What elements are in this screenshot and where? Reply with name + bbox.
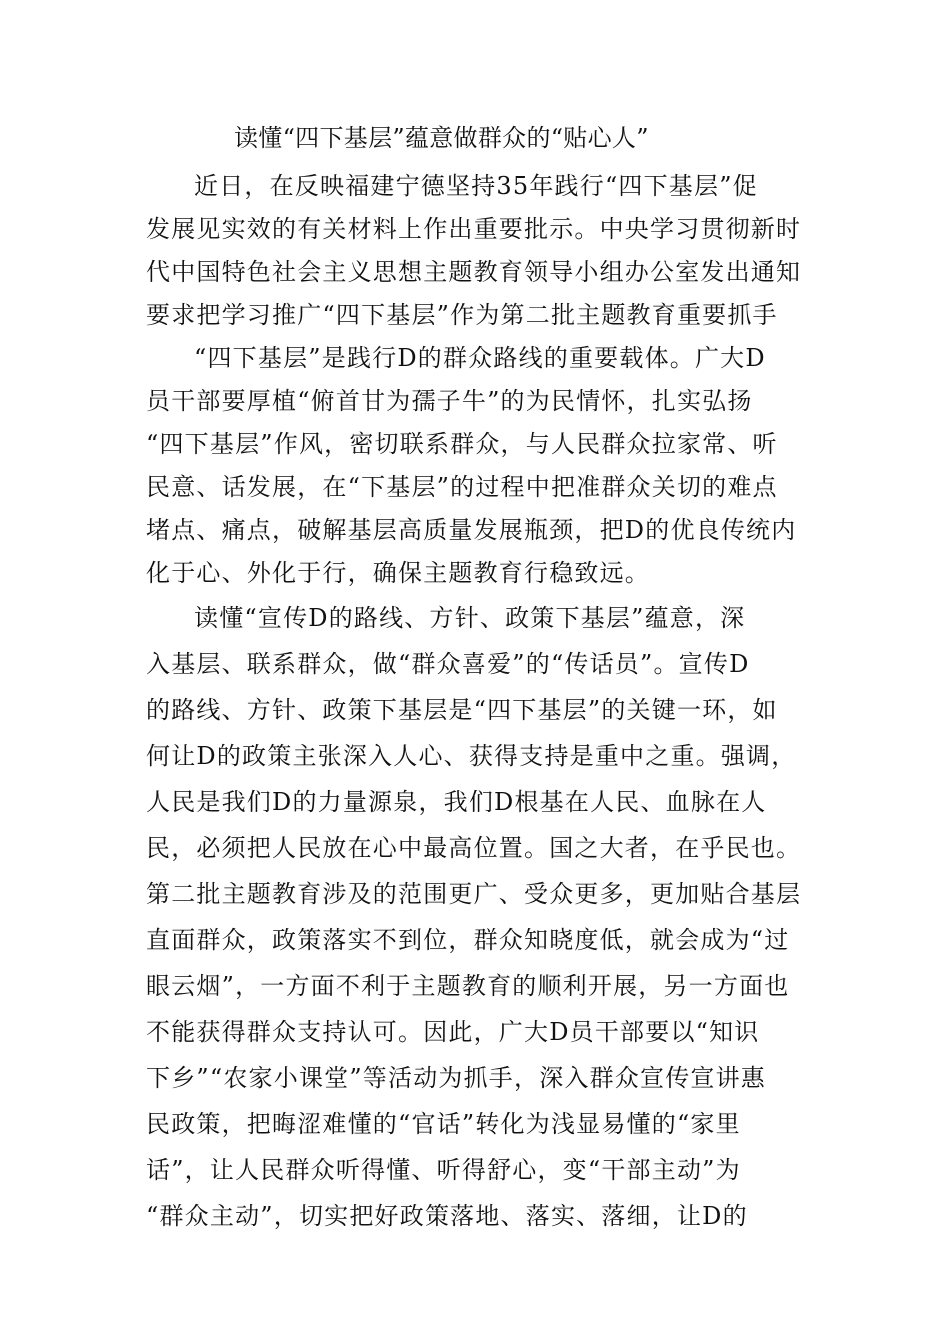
paragraph-2-line-2: 员干部要厚植“俯首甘为孺子牛”的为民情怀，扎实弘扬: [146, 387, 753, 415]
paragraph-3-line-14: “群众主动”，切实把好政策落地、落实、落细，让D的: [146, 1202, 748, 1230]
paragraph-2-line-5: 堵点、痛点，破解基层高质量发展瓶颈，把D的优良传统内: [146, 516, 797, 544]
paragraph-3-line-5: 人民是我们D的力量源泉，我们D根基在人民、血脉在人: [146, 788, 767, 816]
paragraph-1-line-4: 要求把学习推广“四下基层”作为第二批主题教育重要抓手: [146, 301, 778, 329]
paragraph-3-line-2: 入基层、联系群众，做“群众喜爱”的“传话员”。宣传D: [146, 650, 750, 678]
paragraph-1-line-1: 近日，在反映福建宁德坚持35年践行“四下基层”促: [194, 172, 758, 200]
paragraph-2-line-3: “四下基层”作风，密切联系群众，与人民群众拉家常、听: [146, 430, 778, 458]
paragraph-3-line-10: 不能获得群众支持认可。因此，广大D员干部要以“知识: [146, 1018, 760, 1046]
paragraph-3-line-11: 下乡”“农家小课堂”等活动为抓手，深入群众宣传宣讲惠: [146, 1064, 767, 1092]
paragraph-3-line-3: 的路线、方针、政策下基层是“四下基层”的关键一环，如: [146, 696, 778, 724]
paragraph-1-line-3: 代中国特色社会主义思想主题教育领导小组办公室发出通知: [146, 258, 802, 286]
paragraph-1-line-2: 发展见实效的有关材料上作出重要批示。中央学习贯彻新时: [146, 215, 802, 243]
paragraph-3-line-13: 话”，让人民群众听得懂、听得舒心，变“干部主动”为: [146, 1156, 741, 1184]
paragraph-2-line-6: 化于心、外化于行，确保主题教育行稳致远。: [146, 559, 650, 587]
paragraph-3-line-6: 民，必须把人民放在心中最高位置。国之大者，在乎民也。: [146, 834, 802, 862]
paragraph-3-line-7: 第二批主题教育涉及的范围更广、受众更多，更加贴合基层: [146, 880, 802, 908]
paragraph-2-line-4: 民意、话发展，在“下基层”的过程中把准群众关切的难点: [146, 473, 778, 501]
paragraph-3-line-12: 民政策，把晦涩难懂的“官话”转化为浅显易懂的“家里: [146, 1110, 741, 1138]
paragraph-3-line-1: 读懂“宣传D的路线、方针、政策下基层”蕴意，深: [194, 604, 746, 632]
paragraph-3-line-9: 眼云烟”，一方面不利于主题教育的顺利开展，另一方面也: [146, 972, 790, 1000]
paragraph-3-line-4: 何让D的政策主张深入人心、获得支持是重中之重。强调，: [146, 742, 797, 770]
paragraph-2-line-1: “四下基层”是践行D的群众路线的重要载体。广大D: [194, 344, 766, 372]
paragraph-3-line-8: 直面群众，政策落实不到位，群众知晓度低，就会成为“过: [146, 926, 790, 954]
document-title: 读懂“四下基层”蕴意做群众的“贴心人”: [234, 124, 649, 152]
